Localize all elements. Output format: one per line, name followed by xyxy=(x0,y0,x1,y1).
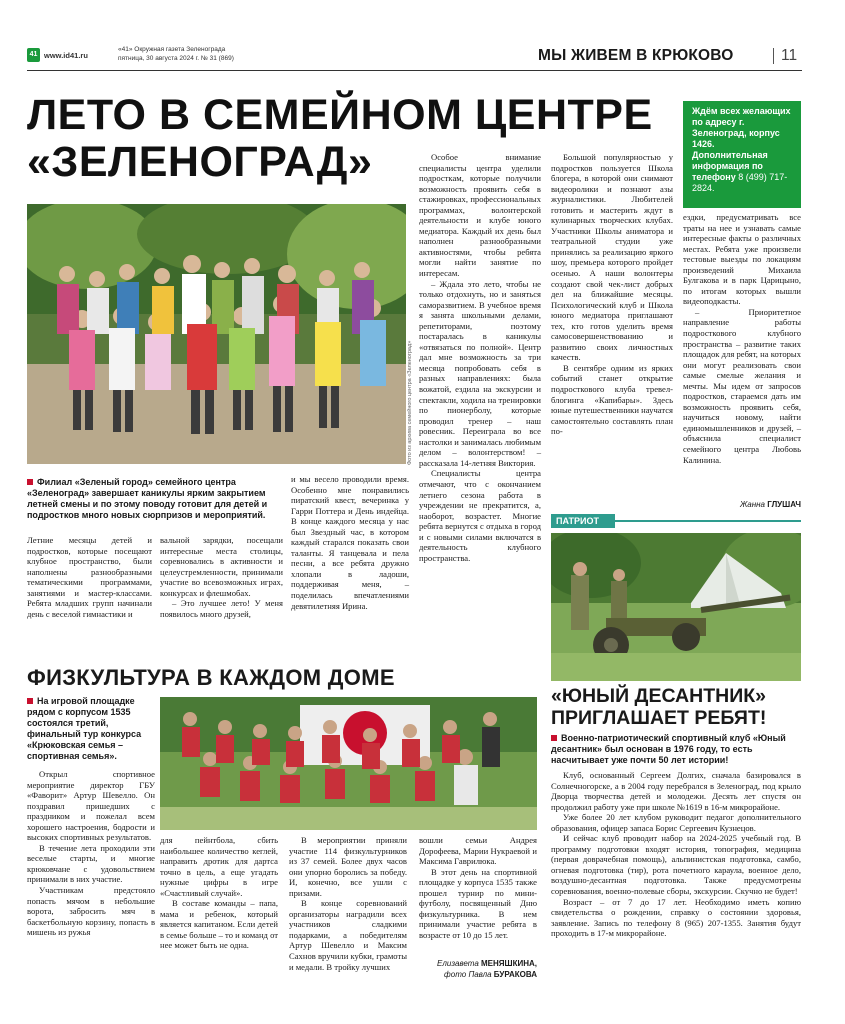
author-first-name: Елизавета xyxy=(437,959,479,968)
paragraph: Особое внимание специалисты центра уделили подросткам, которые получили возможность проявить себя в стажировках, профессиональных программах, волонтерской деятельности и клубе юного медиатора. Каждый их день был наполнен разнообразными активностями, чтобы ребята могли найти занятие по интересам. xyxy=(419,152,541,279)
paragraph: Большой популярностью у подростков пользуется Школа блогера, в которой они снимают видеоролики и познают азы журналистики. Любителей готовить и мастерить ждут в кулинарных творческих клубах. Участники Школы аниматора и театральной студии уже принялись за реализацию яркого шоу, премьера которого пройдет осенью. А наши волонтеры создают свой чек-лист добрых дел на ближайшие месяцы. Психологический клуб и Школа юного медиатора приглашают тех, кто готов уделить время самосовершенствованию и развитию своих личностных качеств. xyxy=(551,152,673,363)
author-first-name: Жанна xyxy=(739,500,765,509)
paragraph: и мы весело проводили время. Особенно мне понравились пиратский квест, вечеринка у Гарри Поттера и День индейца. В конце каждого месяца у нас был Звездный час, в котором каждый старался показать свои таланты. Я танцевала и пела песни, а все ребята дружно хлопали в ладоши, поддерживая меня, – поделилась впечатлениями девятилетняя Ирина. xyxy=(291,474,409,611)
children-group-photo xyxy=(27,204,406,464)
paragraph: вошли семьи Андрея Дорофеева, Марии Нукраевой и Максима Гаврилюка. xyxy=(419,835,537,867)
paragraph: В течение лета проходили эти веселые старты, и многие крюковчане с удовольствием принимали в них участие. xyxy=(27,842,155,885)
sports-families-photo xyxy=(160,697,537,830)
article3-title-line2: ПРИГЛАШАЕТ РЕБЯТ! xyxy=(551,707,767,729)
article1-title-line2: «ЗЕЛЕНОГРАД» xyxy=(27,138,373,186)
rubric-line xyxy=(615,520,801,522)
section-title: МЫ ЖИВЕМ В КРЮКОВО xyxy=(538,47,734,64)
paragraph: – Ждала это лето, чтобы не только отдохнуть, но и заняться саморазвитием. В учебное время я занята школьными делами, репетиторами, поэтому постаралась в каникулы «отвязаться по полной». Центр дал мне возможность за три месяца попробовать себя в разных направлениях: была вожатой, ездила на экскурсии и спектакли, ходила на тренировки по пионерболу, которые проводил тренер – наш ровесник. Переиграла во все настолки и занималась любимым делом – волонтерством! – рассказала 14-летняя Виктория. xyxy=(419,278,542,468)
article1-col6 xyxy=(683,212,801,465)
article1-col1 xyxy=(27,535,152,619)
article2-photo xyxy=(160,697,537,830)
paragraph: И сейчас клуб проводит набор на 2024-2025 учебный год. В программу подготовки входят история, топография, медицина (первая доврачебная помощь), альпинистская подготовка, самбо, огневая подготовка (тир), рота почетного караула, военное дело, воздушно-десантная подготовка. Также предусмотрены соревнования, военно-полевые сборы, экскурсии. Скучно не будет! xyxy=(551,833,801,897)
paragraph: Клуб, основанный Сергеем Долгих, сначала базировался в Солнечногорске, а в 2004 году перебрался в Зеленоград, под крыло Дворца творчества детей и молодежи. Десять лет спустя он продолжил работу уже при школе №1619 в 16-м микрорайоне. xyxy=(551,770,801,812)
article1-title-line1: ЛЕТО В СЕМЕЙНОМ ЦЕНТРЕ xyxy=(27,91,653,139)
rubric-label: ПАТРИОТ xyxy=(551,514,615,528)
article2-col1 xyxy=(27,769,155,938)
paper-title: «41» Окружная газета Зеленограда xyxy=(118,46,226,53)
paragraph: Уже более 20 лет клубом руководит педагог дополнительного образования, офицер запаса Борис Сергеевич Кузнецов. xyxy=(551,812,801,833)
article3-photo xyxy=(551,533,801,681)
article3-title xyxy=(551,685,801,729)
paragraph: Открыл спортивное мероприятие директор ГБУ «Фаворит» Артур Шевелло. Он поздравил пришедших с праздником и пожелал всем хорошего настроения, бодрости и высоких спортивных результатов. xyxy=(27,769,155,843)
header-rule xyxy=(27,70,802,71)
article2-title: ФИЗКУЛЬТУРА В КАЖДОМ ДОМЕ xyxy=(27,665,395,690)
article1-col5 xyxy=(551,152,673,437)
article2-col3 xyxy=(289,835,407,972)
paragraph: Участникам предстояло попасть мячом в небольшие ворота, забросить мяч в баскетбольную корзину, попасть в мишень из ружья xyxy=(27,885,155,938)
info-box-phone: 8 (499) 717-2824. xyxy=(692,172,788,193)
paragraph: В конце соревнований организаторы наградили всех участников сладкими подарками, а победителям Артур Шевелло и Максим Сахнов вручили кубки, грамоты и медали. В тройку лучших xyxy=(289,898,407,972)
paragraph: В составе команды – папа, мама и ребенок, который является капитаном. Если детей в семье больше – то и команд от нее может быть не одна. xyxy=(160,898,279,951)
author-last-name: МЕНЯШКИНА, xyxy=(481,959,537,968)
article1-photo-credit: Фото из архива семейного центра «Зеленоград» xyxy=(407,340,413,465)
article3-body xyxy=(551,770,801,939)
article2-lead xyxy=(27,696,155,762)
paragraph: вальной зарядки, посещали интересные места столицы, соревновались в активности и целеустремленности, принимали участие во всевозможных играх, конкурсах и флешмобах. xyxy=(160,535,283,598)
field-gun-photo xyxy=(551,533,801,681)
paragraph: Летние месяцы детей и подростков, которые посещают клубное пространство, были наполнены разнообразными тематическими программами, занятиями и мастер-классами. Ребята младших групп начинали день с веселой гимнастики и xyxy=(27,535,152,619)
bullet-square xyxy=(27,698,33,704)
photo-credit-prefix: фото Павла xyxy=(443,970,492,979)
section-divider xyxy=(773,48,774,64)
bullet-square xyxy=(551,735,557,741)
article3-lead xyxy=(551,733,801,766)
article1-col2 xyxy=(160,535,283,619)
article2-lead-text: На игровой площадке рядом с корпусом 1535 состоялся третий, финальный тур конкурса «Крюковская семья – спортивная семья». xyxy=(27,696,142,761)
paper-date: пятница, 30 августа 2024 г. № 31 (869) xyxy=(118,54,234,62)
article2-author xyxy=(419,958,537,980)
paragraph: В этот день на спортивной площадке у корпуса 1535 также прошел турнир по мини-футболу, посвященный Дню физкультурника. В нем принимали участие ребята в возрасте от 10 до 15 лет. xyxy=(419,866,537,940)
paragraph: В мероприятии приняли участие 114 физкультурников из 37 семей. Более двух часов они упорно боролись за победу. И, конечно, все ушли с призами. xyxy=(289,835,407,898)
page-number: 11 xyxy=(781,47,798,64)
article1-col4 xyxy=(419,152,541,563)
paragraph: ездки, предусматривать все траты на нее и узнавать самые интересные факты о различных местах. Ребята уже произвели тестовые выезды по локациям произведений Михаила Булгакова и в парк Царицыно, по итогам которых вышли видеоподкасты. xyxy=(683,212,801,307)
article2-col4 xyxy=(419,835,537,940)
article1-lead xyxy=(27,477,285,521)
logo: 41 xyxy=(27,48,40,62)
article3-title-line1: «ЮНЫЙ ДЕСАНТНИК» xyxy=(551,685,766,707)
site-url[interactable]: www.id41.ru xyxy=(44,51,88,60)
paragraph: – Приоритетное направление работы подросткового клубного пространства – развитие таких площадок для ребят, на которых они могут реализовать свои самые смелые желания и мечты. Мы идем от запросов подростков, стараемся дать им возможность проявить себя, научиться новому, найти единомышленников и друзей, – объяснила специалист семейного центра Любовь Калинина. xyxy=(683,306,801,465)
article1-photo xyxy=(27,204,406,464)
paper-info xyxy=(118,46,234,63)
article2-col2 xyxy=(160,835,278,951)
paragraph: В сентябре одним из ярких событий станет открытие подросткового клуба тревел-блогинга «Капибары». Здесь юные путешественники научатся самостоятельно составлять план по- xyxy=(551,362,673,437)
article1-author xyxy=(683,500,801,509)
info-box-text: Ждём всех желающих по адресу г. Зеленоград, корпус 1426. Дополнительная информация по телефону xyxy=(692,106,791,182)
article3-lead-text: Военно-патриотический спортивный клуб «Юный десантник» был основан в 1976 году, то есть насчитывает уже почти 50 лет истории! xyxy=(551,733,786,765)
article1-lead-text: Филиал «Зеленый город» семейного центра «Зеленоград» завершает каникулы ярким закрытием летней смены и по этому поводу готовит для детей и подростков много новых сюрпризов и мероприятий. xyxy=(27,477,268,520)
paragraph: – Это лучшее лето! У меня появилось много друзей, xyxy=(160,598,283,619)
article1-col3 xyxy=(291,474,409,611)
paragraph: для пейнтбола, сбить наибольшее количество кеглей, направить дротик для дартса точно в цель, а еще угадать нужные цифры в игре «Счастливый случай». xyxy=(160,835,278,898)
paragraph: Возраст – от 7 до 17 лет. Необходимо иметь копию свидетельства о рождении, справку о состоянии здоровья, заявление. Запись по телефону 8 (965) 207-1355. Занятия будут проходить в 17-м микрорайоне. xyxy=(551,896,801,939)
photographer-last-name: БУРАКОВА xyxy=(493,970,537,979)
bullet-square xyxy=(27,479,33,485)
author-last-name: ГЛУШАЧ xyxy=(767,500,801,509)
paragraph: Специалисты центра отмечают, что с окончанием летнего сезона работа в учреждении не прекратится, а, наоборот, возрастет. Многие ребята вернутся с отдыха в город и с новыми силами включатся в деятельность клубного пространства. xyxy=(419,468,541,563)
info-box xyxy=(683,101,801,208)
